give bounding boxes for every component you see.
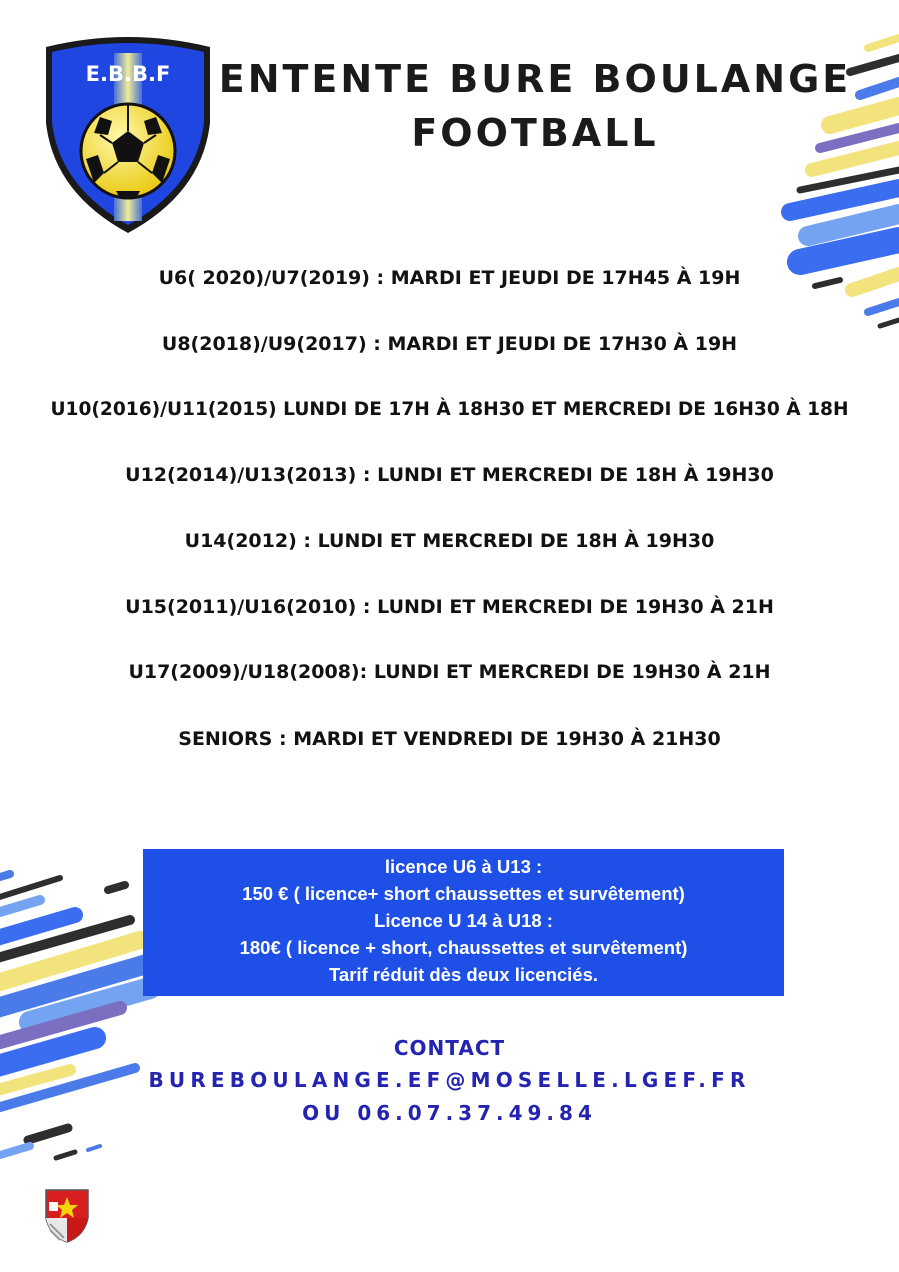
- municipal-coat-of-arms-icon: [44, 1188, 90, 1244]
- licence-pricing-box: [143, 849, 784, 996]
- licence-u14-u18-heading: Licence U 14 à U18 :: [374, 910, 553, 931]
- page-title: [205, 52, 865, 160]
- licence-u6-u13-heading: licence U6 à U13 :: [384, 856, 543, 877]
- schedule-line-u10-u11: U10(2016)/U11(2015) LUNDI DE 17H À 18H30 ET MERCREDI DE 16H30 À 18H: [50, 399, 849, 420]
- licence-u14-u18-price: 180€ ( licence + short, chaussettes et survêtement): [239, 937, 688, 958]
- schedule-line-seniors: SENIORS : MARDI ET VENDREDI DE 19H30 À 21H30: [178, 728, 721, 750]
- title-line-1: ENTENTE BURE BOULANGE: [218, 57, 852, 101]
- licence-u6-u13-price: 150 € ( licence+ short chaussettes et survêtement): [242, 883, 685, 904]
- schedule-line-u15-u16: U15(2011)/U16(2010) : LUNDI ET MERCREDI DE 19H30 À 21H: [125, 596, 774, 618]
- club-shield-logo: [42, 33, 214, 237]
- contact-phone[interactable]: OU 06.07.37.49.84: [302, 1101, 597, 1125]
- title-line-2: FOOTBALL: [411, 111, 659, 155]
- schedule-line-u12-u13: U12(2014)/U13(2013) : LUNDI ET MERCREDI DE 18H À 19H30: [125, 464, 774, 486]
- contact-email[interactable]: BUREBOULANGE.EF@MOSELLE.LGEF.FR: [148, 1068, 751, 1092]
- logo-text: E.B.B.F: [85, 62, 171, 86]
- schedule-line-u6-u7: U6( 2020)/U7(2019) : MARDI ET JEUDI DE 17H45 À 19H: [158, 267, 741, 289]
- licence-discount-note: Tarif réduit dès deux licenciés.: [328, 964, 599, 985]
- schedule-line-u17-u18: U17(2009)/U18(2008): LUNDI ET MERCREDI DE 19H30 À 21H: [128, 661, 771, 683]
- schedule-line-u8-u9: U8(2018)/U9(2017) : MARDI ET JEUDI DE 17H30 À 19H: [161, 333, 738, 355]
- schedule-line-u14: U14(2012) : LUNDI ET MERCREDI DE 18H À 19H30: [184, 530, 715, 552]
- contact-heading: CONTACT: [393, 1036, 506, 1060]
